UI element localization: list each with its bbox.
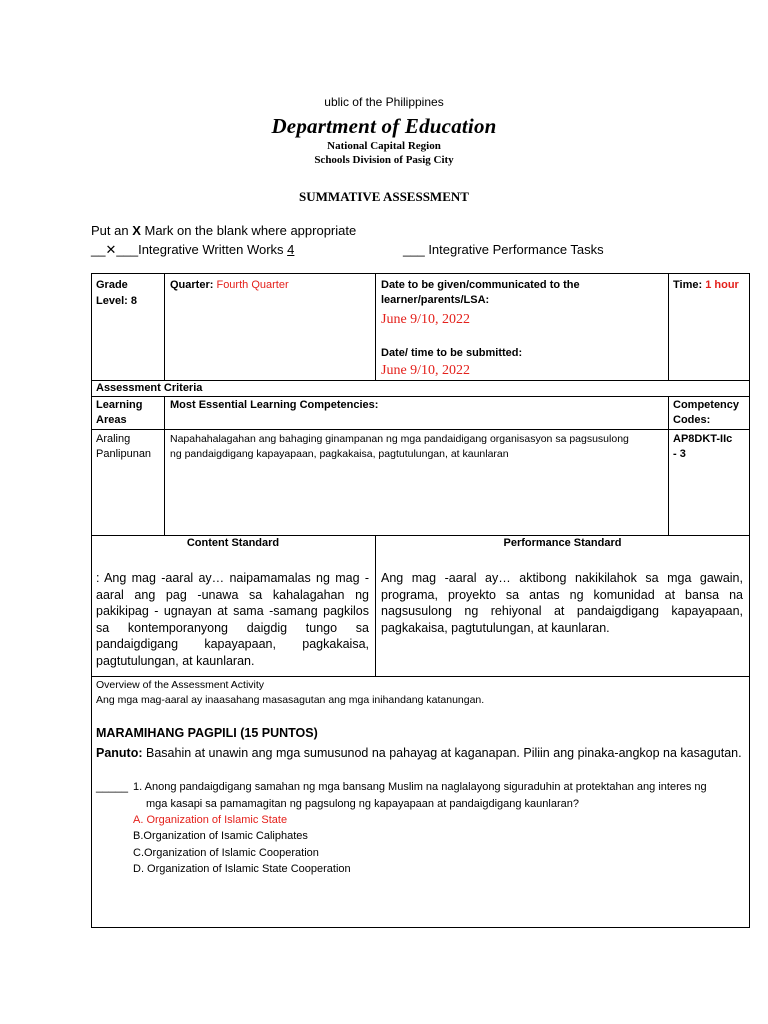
region-line: National Capital Region (327, 140, 441, 152)
divider (91, 429, 750, 430)
competency-code-1: AP8DKT-IIc (673, 433, 733, 445)
overview-title: Overview of the Assessment Activity (96, 679, 265, 691)
codes-header-2: Codes: (673, 414, 711, 426)
ww-blank-after: ___ (116, 242, 139, 257)
choice-c: C.Organization of Islamic Cooperation (133, 847, 319, 859)
date-given-value: June 9/10, 2022 (381, 312, 471, 327)
question-1-line-1: 1. Anong pandaigdigang samahan ng mga bansang Muslim na naglalayong siguraduhin at protektahan ang interes ng (133, 781, 707, 793)
time-label: Time: (673, 279, 706, 291)
ww-number: 4 (287, 242, 295, 257)
learning-areas-header-2: Areas (96, 414, 127, 426)
section-title: MARAMIHANG PAGPILI (15 PUNTOS) (96, 726, 318, 740)
quarter-label: Quarter: (170, 279, 217, 291)
panuto-line (96, 746, 742, 761)
mark-instruction (91, 223, 356, 238)
document-title: SUMMATIVE ASSESSMENT (299, 189, 469, 204)
codes-header-1: Competency (673, 399, 740, 411)
division-line: Schools Division of Pasig City (314, 154, 454, 166)
date-given-label-2: learner/parents/LSA: (381, 294, 490, 306)
x-mark-icon: ✕ (105, 242, 117, 257)
competency-code-2: - 3 (673, 448, 686, 460)
overview-text: Ang mga mag-aaral ay inaasahang masasagutan ang mga inihandang katanungan. (96, 694, 485, 706)
content-standard-text: : Ang mag -aaral ay… naipamamalas ng mag - aaral ang pag -unawa sa kahalagahan ng pakikipag - ugnayan at sama -samang pagkilos sa kontemporanyong daigdig tungo sa pandaigdigang kapayapaan, pagkakaisa, pagtutulungan, at kaunlaran. (96, 571, 369, 668)
learning-area-1: Araling (96, 433, 131, 445)
quarter-field (170, 278, 289, 293)
performance-standard-text: Ang mag -aaral ay… aktibong nakikilahok sa mga gawain, programa, proyekto sa antas ng komunidad at bansa na nagsusulong ng rehiyonal at pandaigdigang kapayapaan, pagkakaisa, pagtutulungan, at kaunlaran. (381, 571, 743, 635)
divider (164, 273, 165, 381)
quarter-value: Fourth Quarter (216, 279, 289, 291)
question-1-blank: _____ (96, 781, 128, 793)
grade-label: Grade (96, 279, 128, 291)
date-submit-value: June 9/10, 2022 (381, 363, 471, 378)
choice-d: D. Organization of Islamic State Cooperation (133, 863, 351, 875)
divider (668, 396, 669, 536)
time-field (673, 278, 739, 293)
learning-area-2: Panlipunan (96, 448, 152, 460)
pt-blank: ___ (403, 242, 425, 257)
question-1-line-2: mga kasapi sa pamamagitan ng pagsulong ng kapayapaan at pandaigdigang kaunlaran? (146, 798, 579, 810)
date-given-label-1: Date to be given/communicated to the (381, 279, 580, 291)
date-submit-label: Date/ time to be submitted: (381, 347, 523, 359)
divider (668, 273, 669, 381)
divider (375, 273, 376, 381)
department-title: Department of Education (271, 114, 497, 138)
content-standard-heading: Content Standard (186, 537, 280, 549)
choice-a: A. Organization of Islamic State (133, 814, 288, 826)
choice-b: B.Organization of Isamic Caliphates (133, 830, 308, 842)
divider (91, 396, 750, 397)
pt-label: Integrative Performance Tasks (424, 242, 604, 257)
written-works-option (91, 242, 294, 258)
divider (164, 396, 165, 536)
panuto-label: Panuto: (96, 746, 143, 760)
grade-level: Level: 8 (96, 295, 137, 307)
melc-header: Most Essential Learning Competencies: (170, 399, 379, 411)
republic-line: ublic of the Philippines (324, 95, 444, 109)
learning-areas-header-1: Learning (96, 399, 143, 411)
panuto-text: Basahin at unawin ang mga sumusunod na pahayag at kaganapan. Piliin ang pinaka-angkop na kasagutan. (142, 746, 742, 760)
x-mark-letter: X (132, 223, 141, 238)
criteria-heading: Assessment Criteria (96, 382, 203, 394)
divider (375, 535, 376, 677)
ww-label: Integrative Written Works (138, 242, 288, 257)
instruction-suffix: Mark on the blank where appropriate (140, 223, 357, 238)
melc-text-1: Napahahalagahan ang bahaging ginampanan ng mga pandaidigang organisasyon sa pagsusulong (170, 433, 629, 445)
melc-text-2: ng pandaigdigang kapayapaan, pagkakaisa, pagtutulungan, at kaunlaran (170, 448, 509, 460)
performance-tasks-option (403, 242, 604, 257)
ww-blank-before: __ (91, 242, 106, 257)
performance-standard-heading: Performance Standard (503, 537, 622, 549)
time-value: 1 hour (705, 279, 739, 291)
instruction-prefix: Put an (91, 223, 133, 238)
